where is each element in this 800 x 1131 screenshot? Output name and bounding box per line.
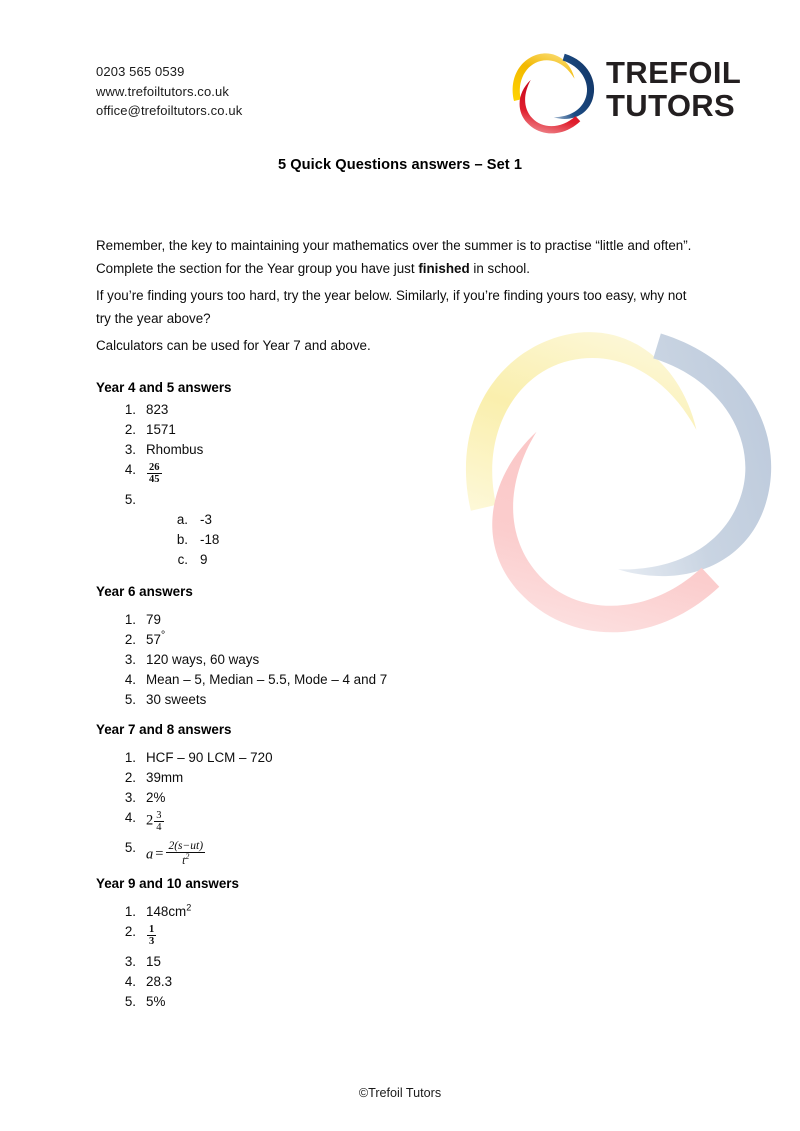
list-item-number: 3. — [124, 790, 136, 805]
list-item — [96, 462, 616, 492]
intro-p1-text-a: Remember, the key to maintaining your mathematics over the summer is to practise “little and often”. Complete the section for the Year group you have just — [96, 238, 692, 277]
list-item — [96, 750, 616, 770]
intro-paragraph-1 — [96, 234, 698, 280]
list-item — [96, 692, 616, 712]
fraction-1-3 — [147, 924, 156, 947]
list-item — [96, 512, 616, 532]
list-item — [96, 422, 616, 442]
list-item-value: 823 — [146, 402, 169, 417]
list-item-value: 30 sweets — [146, 692, 207, 707]
list-item-value: Mean – 5, Median – 5.5, Mode – 4 and 7 — [146, 672, 388, 687]
intro-paragraph-2: If you’re finding yours too hard, try the year below. Similarly, if you’re finding yours too easy, why not try the year above? — [96, 288, 687, 327]
logo-wordmark — [606, 56, 741, 122]
list-item-value: 15 — [146, 954, 161, 969]
fraction-numerator: 3 — [156, 810, 162, 821]
section-heading-year-6: Year 6 answers — [96, 584, 193, 599]
list-item-number: 3. — [124, 954, 136, 969]
list-item-value: 28.3 — [146, 974, 173, 989]
formula-denominator-exponent: 2 — [185, 852, 190, 862]
list-item — [96, 840, 616, 870]
area-value: 148cm — [146, 904, 187, 919]
list-item-value — [146, 840, 206, 867]
list-item-number: 5. — [124, 492, 136, 507]
list-item-value — [146, 904, 191, 919]
page-footer: ©Trefoil Tutors — [358, 1086, 442, 1100]
list-item-value — [146, 810, 165, 833]
contact-phone: 0203 565 0539 — [96, 64, 185, 79]
contact-email: office@trefoiltutors.co.uk — [96, 103, 243, 118]
list-item-number: 4. — [124, 462, 136, 477]
list-item-number: 3. — [124, 442, 136, 457]
list-item-number: 1. — [124, 612, 136, 627]
fraction-numerator: 26 — [149, 462, 160, 473]
list-item-value — [146, 462, 163, 485]
intro-p1-text-b: in school. — [469, 261, 530, 277]
list-item — [96, 612, 616, 632]
list-item — [96, 974, 616, 994]
list-item-number: 2. — [124, 422, 136, 437]
list-item-value: 5% — [146, 994, 166, 1009]
answer-list-year-6 — [96, 612, 616, 712]
formula-lhs: a — [146, 846, 154, 863]
formula-fraction — [166, 840, 205, 867]
list-item — [96, 532, 616, 552]
section-heading-year-7-8: Year 7 and 8 answers — [96, 722, 232, 737]
trefoil-tutors-logo — [503, 44, 742, 140]
list-item-number: 1. — [124, 750, 136, 765]
formula-denominator — [166, 852, 205, 867]
list-item-value: 39mm — [146, 770, 184, 785]
trefoil-logo-icon — [503, 44, 603, 140]
list-item-value: HCF – 90 LCM – 720 — [146, 750, 273, 765]
formula-numerator: 2(s−ut) — [168, 840, 204, 852]
answer-list-year-9-10 — [96, 904, 616, 1014]
fraction-denominator: 3 — [149, 936, 155, 948]
intro-paragraph-3: Calculators can be used for Year 7 and above. — [96, 338, 371, 354]
formula-denominator-base: t — [182, 855, 186, 868]
list-item-number: 5. — [124, 692, 136, 707]
list-item — [96, 954, 616, 974]
list-item-value: 1571 — [146, 422, 176, 437]
page-header — [0, 0, 800, 150]
fraction-denominator: 45 — [149, 474, 160, 486]
list-item — [96, 924, 616, 954]
fraction-26-45 — [147, 462, 162, 485]
list-item-number: 2. — [124, 924, 136, 939]
list-item-value — [146, 924, 157, 947]
list-item — [96, 994, 616, 1014]
list-item-number: 2. — [124, 632, 136, 647]
contact-info-block — [96, 62, 242, 121]
intro-p1-bold: finished — [418, 261, 470, 277]
list-item-number: 1. — [124, 402, 136, 417]
list-item-number: 3. — [124, 652, 136, 667]
angle-value: 57 — [146, 632, 161, 647]
list-item-number: 2. — [124, 770, 136, 785]
superscript-exponent: 2 — [186, 902, 192, 913]
list-item — [96, 770, 616, 790]
list-item — [96, 402, 616, 422]
list-item — [96, 652, 616, 672]
list-item-number: 5. — [124, 994, 136, 1009]
section-heading-year-4-5: Year 4 and 5 answers — [96, 380, 232, 395]
sublist-item-letter: c. — [177, 552, 188, 567]
mixed-number-whole: 2 — [146, 812, 154, 829]
list-item — [96, 790, 616, 810]
list-item-number: 4. — [124, 974, 136, 989]
list-item — [96, 552, 616, 572]
sublist-item-value: -3 — [200, 512, 212, 527]
list-item-value: 2% — [146, 790, 166, 805]
list-item-number: 5. — [124, 840, 136, 855]
list-item — [96, 810, 616, 840]
degree-symbol: ° — [160, 629, 166, 642]
list-item — [96, 492, 616, 512]
list-item-number: 4. — [124, 810, 136, 825]
fraction-denominator: 4 — [156, 822, 162, 834]
fraction-3-4 — [154, 810, 163, 833]
contact-website: www.trefoiltutors.co.uk — [96, 83, 230, 99]
section-heading-year-9-10: Year 9 and 10 answers — [96, 876, 239, 891]
answer-list-year-4-5 — [96, 402, 616, 572]
answer-list-year-7-8 — [96, 750, 616, 870]
logo-wordmark-line2: TUTORS — [606, 88, 736, 123]
list-item-number: 4. — [124, 672, 136, 687]
list-item-value: 120 ways, 60 ways — [146, 652, 260, 667]
list-item — [96, 904, 616, 924]
list-item-value — [146, 629, 166, 647]
list-item-value: 79 — [146, 612, 161, 627]
list-item — [96, 442, 616, 462]
sublist-item-value: 9 — [200, 552, 208, 567]
sublist-item-value: -18 — [200, 532, 220, 547]
list-item-number: 1. — [124, 904, 136, 919]
sublist-item-letter: a. — [176, 512, 188, 527]
formula-equals: = — [155, 846, 164, 863]
page-title: 5 Quick Questions answers – Set 1 — [277, 157, 523, 173]
list-item-value: Rhombus — [146, 442, 204, 457]
sublist-item-letter: b. — [176, 532, 188, 547]
list-item — [96, 672, 616, 692]
fraction-numerator: 1 — [149, 924, 155, 935]
list-item — [96, 629, 616, 652]
logo-wordmark-line1: TREFOIL — [606, 55, 742, 90]
